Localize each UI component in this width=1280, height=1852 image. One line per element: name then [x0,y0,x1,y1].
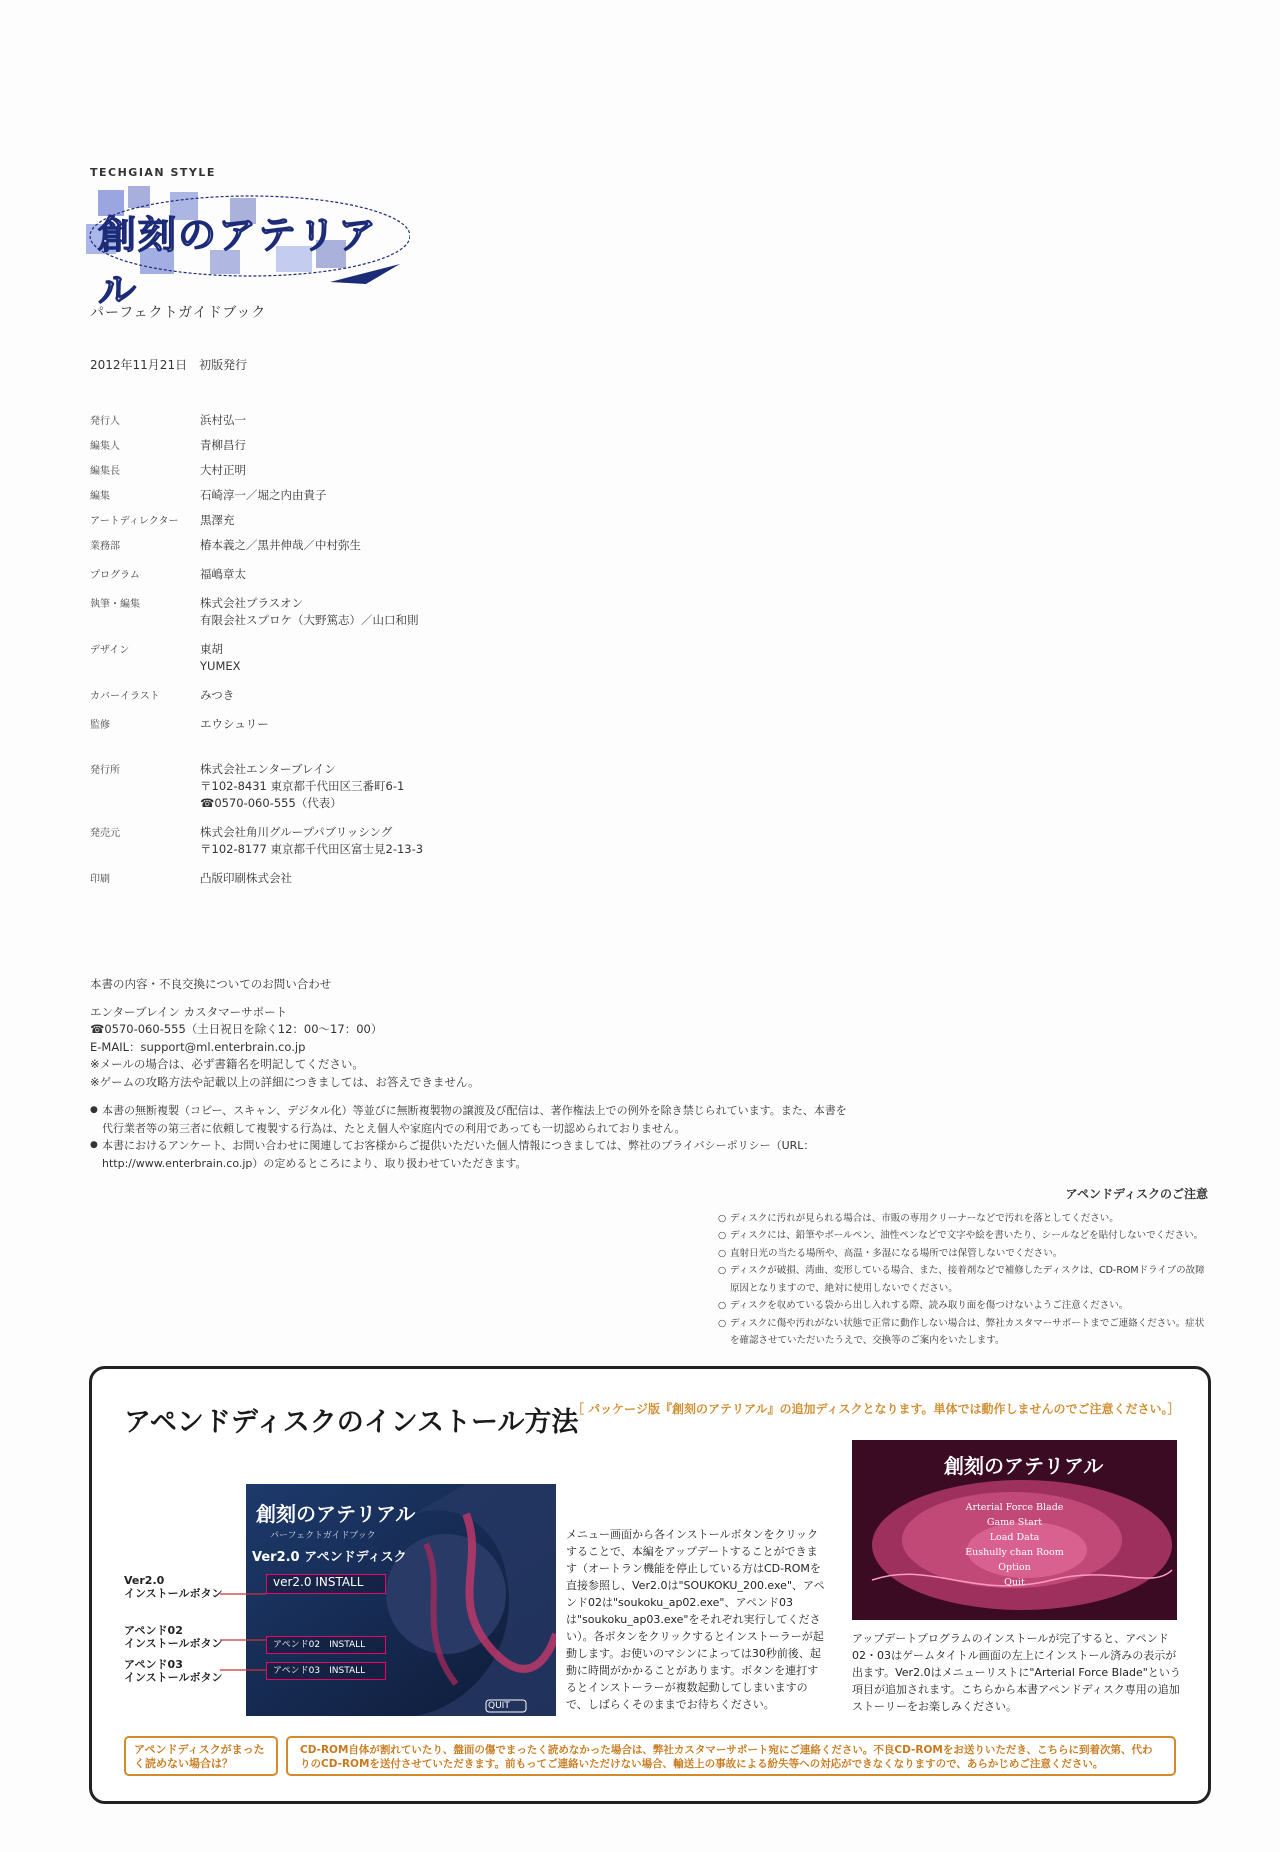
title-menu [852,1500,1177,1590]
credit-role: 発売元 [90,828,120,839]
credit-value: 石崎淳一／堀之内由貴子 [200,488,327,502]
install-complete-description: アップデートプログラムのインストールが完了すると、アペンド02・03はゲームタイトル画面の左上にインストール済みの表示が出ます。Ver2.0はメニューリストに"Arterial Force Blade"という項目が追加されます。こちらから本書アペンドディスク専用の追加ストーリーをお楽しみください。 [852,1632,1181,1713]
credit-row [90,487,423,504]
credit-row [90,462,423,479]
credit-role: 印刷 [90,874,110,885]
credit-role: 編集人 [90,441,120,452]
credit-role: アートディレクター [90,516,179,527]
credit-role: プログラム [90,570,140,581]
menu-item-arterial-force-blade[interactable]: Arterial Force Blade [965,1502,1064,1513]
credit-value: 東胡 [200,642,223,656]
install-note: ［ パッケージ版『創刻のアテリアル』の追加ディスクとなります。単体では動作しませんのでご注意ください。］ [572,1402,1180,1416]
title-logo [80,186,410,312]
contact-heading: 本書の内容・不良交換についてのお問い合わせ [90,977,332,991]
shot2-title: 創刻のアテリアル [944,1454,1104,1478]
publish-date: 2012年11月21日 初版発行 [90,358,248,372]
ver2-install-button[interactable]: ver2.0 INSTALL [266,1574,386,1594]
subtitle: パーフェクトガイドブック [90,305,267,321]
series-label: TECHGIAN STYLE [90,166,216,179]
caution-item: ○ ディスクを収めている袋から出し入れする際、読み取り面を傷つけないようご注意ください。 [718,1297,1208,1315]
credit-value: YUMEX [200,659,241,673]
credit-role: カバーイラスト [90,691,160,702]
credit-value: 椿本義之／黒井伸哉／中村弥生 [200,538,361,552]
caution-title: アペンドディスクのご注意 [1065,1187,1208,1201]
title-text: 創刻のアテリアル [98,212,379,312]
credit-row [90,716,423,733]
credit-value: 株式会社角川グループパブリッシング [200,825,393,839]
menu-item-quit[interactable]: Quit [1004,1577,1025,1588]
unreadable-disc-label: アペンドディスクがまったく読めない場合は？ [124,1736,278,1776]
notice-item: ● 本書の無断複製（コピー、スキャン、デジタル化）等並びに無断複製物の譲渡及び配信は、著作権法上での例外を除き禁じられています。また、本書を代行業者等の第三者に依頼して複製する行為は、たとえ個人や家庭内での利用であっても一切認められておりません。 [90,1102,850,1137]
contact-info [90,976,480,1091]
credit-row [90,824,423,858]
menu-item-load-data[interactable]: Load Data [989,1532,1040,1543]
credit-value: 福嶋章太 [200,567,246,581]
credit-value: 株式会社プラスオン [200,596,304,610]
credit-role: 業務部 [90,541,120,552]
caution-item: ○ ディスクに傷や汚れがない状態で正常に動作しない場合は、弊社カスタマーサポートまでご連絡ください。症状を確認させていただいたうえで、交換等のご案内をいたします。 [718,1315,1208,1350]
notice-item: ● 本書におけるアンケート、お問い合わせに関連してお客様からご提供いただいた個人情報につきましては、弊社のプライバシーポリシー（URL：http://www.enterbrain.co.jp）の定めるところにより、取り扱わせていただきます。 [90,1137,850,1172]
install-menu-screenshot [246,1484,556,1716]
credit-value: 有限会社スプロケ（大野篤志）／山口和則 [200,613,419,627]
credit-role: 執筆・編集 [90,599,140,610]
credit-value: ☎0570-060-555（代表） [200,796,342,810]
install-description: メニュー画面から各インストールボタンをクリックすることで、本編をアップデートすることができます（オートラン機能を停止している方はCD-ROMを直接参照し、Ver2.0は"SOUKOKU_200.exe"、アペンド02は"soukoku_ap02.exe"、アペンド03は"soukoku_ap03.exe"をそれぞれ実行してください）。各ボタンをクリックするとインストーラーが起動します。お使いのマシンによっては30秒前後、起動に時間がかかることがあります。ボタンを連打するとインストーラーが複数起動してしまいますので、しばらくそのままでお待ちください。 [566,1528,825,1711]
credit-value: 浜村弘一 [200,413,246,427]
caution-item: ○ ディスクには、鉛筆やボールペン、油性ペンなどで文字や絵を書いたり、シールなどを貼付しないでください。 [718,1227,1208,1245]
credit-role: 編集長 [90,466,120,477]
contact-line: ☎0570-060-555（土日祝日を除く12：00〜17：00） [90,1022,383,1036]
credit-row [90,537,423,554]
callout-append02: アペンド02 インストールボタン [124,1624,223,1650]
credit-role: 監修 [90,720,110,731]
credit-value: 青柳昌行 [200,438,246,452]
credit-value: エウシュリー [200,717,269,731]
credit-role: 編集 [90,491,110,502]
menu-item-game-start[interactable]: Game Start [986,1517,1043,1528]
callout-append03: アペンド03 インストールボタン [124,1658,223,1684]
caution-item: ○ ディスクに汚れが見られる場合は、市販の専用クリーナーなどで汚れを落としてください。 [718,1210,1208,1228]
title-screen-screenshot [852,1440,1177,1620]
shot1-title: 創刻のアテリアル [256,1502,416,1526]
append03-install-button[interactable]: アペンド03 INSTALL [266,1662,386,1680]
caution-item: ○ 直射日光の当たる場所や、高温・多湿になる場所では保管しないでください。 [718,1245,1208,1263]
credit-value: みつき [200,688,235,702]
credit-value: 株式会社エンターブレイン [200,762,336,776]
credit-role: 発行人 [90,416,120,427]
menu-item-eushully-room[interactable]: Eushully chan Room [965,1547,1064,1558]
credit-row [90,437,423,454]
contact-line: ※メールの場合は、必ず書籍名を明記してください。 [90,1057,364,1071]
shot1-heading: Ver2.0 アペンドディスク [252,1550,407,1565]
credit-row [90,870,423,887]
credit-value: 大村正明 [200,463,246,477]
install-title: アペンドディスクのインストール方法 [124,1407,579,1438]
credit-row [90,566,423,583]
copyright-notice [90,1102,850,1172]
quit-button[interactable]: QUIT [488,1701,510,1711]
credit-row [90,641,423,675]
contact-line: ※ゲームの攻略方法や記載以上の詳細につきましては、お答えできません。 [90,1074,480,1089]
credit-row [90,761,423,812]
callout-ver2: Ver2.0 インストールボタン [124,1574,223,1600]
credit-role: デザイン [90,645,130,656]
credit-value: 凸版印刷株式会社 [200,871,292,885]
append02-install-button[interactable]: アペンド02 INSTALL [266,1636,386,1654]
disc-caution [718,1186,1208,1350]
contact-line: エンターブレイン カスタマーサポート [90,1004,288,1019]
credit-value: 黒澤充 [200,513,235,527]
credit-row [90,412,423,429]
credit-row [90,687,423,704]
contact-line: E-MAIL：support@ml.enterbrain.co.jp [90,1039,306,1054]
credit-value: 〒102-8177 東京都千代田区富士見2-13-3 [200,842,424,856]
credit-row [90,595,423,629]
credits-list [90,412,423,895]
credit-value: 〒102-8431 東京都千代田区三番町6-1 [200,779,405,793]
callout-lines [220,1580,270,1690]
unreadable-disc-text: CD-ROM自体が割れていたり、盤面の傷でまったく読めなかった場合は、弊社カスタマーサポート宛にご連絡ください。不良CD-ROMをお送りいただき、こちらに到着次第、代わりのCD-ROMを送付させていただきます。前もってご連絡いただけない場合、輸送上の事故による紛失等への対応ができなくなりますので、あらかじめご注意ください。 [286,1736,1176,1776]
credit-row [90,512,423,529]
credit-role: 発行所 [90,765,120,776]
menu-item-option[interactable]: Option [998,1562,1031,1573]
caution-item: ○ ディスクが破損、湾曲、変形している場合、また、接着剤などで補修したディスクは、CD-ROMドライブの故障原因となりますので、絶対に使用しないでください。 [718,1262,1208,1297]
shot1-sub: パーフェクトガイドブック [270,1531,376,1541]
